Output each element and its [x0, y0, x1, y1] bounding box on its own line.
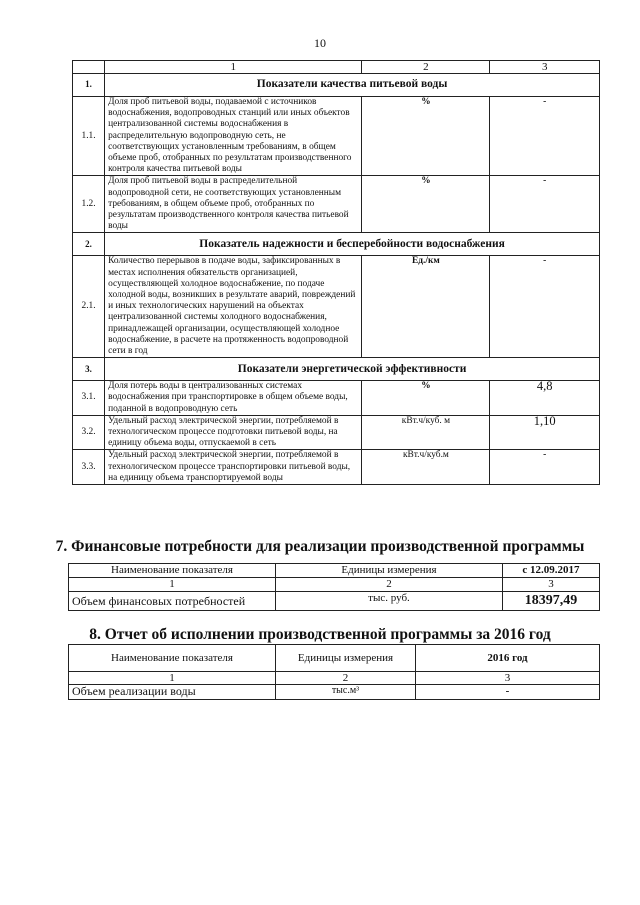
table-row — [73, 97, 600, 176]
row-description: Доля проб питьевой воды, подаваемой с источников водоснабжения, водопроводных станций или иных объектов централизованной системы водоснабжения в распределительную водопроводную сеть, не соответствующих установленным требованиям, в общем объеме проб, отобранных по результатам производственного контроля качества питьевой воды — [105, 97, 362, 176]
section-title: Показатели качества питьевой воды — [105, 74, 600, 97]
table-row — [69, 592, 600, 611]
row-value: - — [490, 97, 600, 176]
row-number: 3.3. — [73, 450, 105, 485]
section-row — [73, 233, 600, 256]
section-row — [73, 358, 600, 381]
row-unit: тыс. руб. — [276, 592, 503, 611]
financial-needs-table — [68, 563, 600, 611]
row-value: 1,10 — [490, 415, 600, 450]
row-value: 4,8 — [490, 381, 600, 416]
row-description: Доля проб питьевой воды в распределительной водопроводной сети, не соответствующих установленным требованиям, в общем объеме проб, отобранных по результатам производственного контроля качества питьевой воды — [105, 176, 362, 233]
row-unit: кВт.ч/куб.м — [362, 450, 490, 485]
table-row — [73, 176, 600, 233]
row-unit: % — [362, 97, 490, 176]
row-number: 3.1. — [73, 381, 105, 416]
section-number: 3. — [73, 358, 105, 381]
header-cell: 3 — [490, 61, 600, 74]
row-number: 1.2. — [73, 176, 105, 233]
header-cell: с 12.09.2017 — [503, 564, 600, 578]
table-row — [73, 415, 600, 450]
row-description: Количество перерывов в подаче воды, зафиксированных в местах исполнения обязательств организацией, осуществляющей холодное водоснабжение, по подаче холодной воды, возникших в результате аварий, повреждений и иных технологических нарушений на объектах централизованной системы холодного водоснабжения, принадлежащей организации, осуществляющей холодное водоснабжение, в расчете на протяженность водопроводной сети в год — [105, 256, 362, 358]
section-row — [73, 74, 600, 97]
header-cell: 2016 год — [416, 645, 600, 672]
col-number: 1 — [69, 578, 276, 592]
indicators-table — [72, 60, 600, 485]
header-cell: Наименование показателя — [69, 645, 276, 672]
header-cell: Наименование показателя — [69, 564, 276, 578]
row-description: Удельный расход электрической энергии, потребляемой в технологическом процессе подготовки питьевой воды, на единицу объема воды, отпускаемой в сеть — [105, 415, 362, 450]
row-unit: тыс.м³ — [276, 685, 416, 700]
row-number: 2.1. — [73, 256, 105, 358]
row-description: Доля потерь воды в централизованных системах водоснабжения при транспортировке в общем объеме воды, поданной в водопроводную сеть — [105, 381, 362, 416]
col-number: 2 — [276, 672, 416, 685]
col-number: 1 — [69, 672, 276, 685]
page-number: 10 — [314, 36, 326, 50]
row-name: Объем финансовых потребностей — [69, 592, 276, 611]
column-number-row — [69, 672, 600, 685]
table-header-row — [69, 564, 600, 578]
row-description: Удельный расход электрической энергии, потребляемой в технологическом процессе транспортировки питьевой воды, на единицу объема транспортируемой воды — [105, 450, 362, 485]
row-unit: кВт.ч/куб. м — [362, 415, 490, 450]
col-number: 3 — [503, 578, 600, 592]
row-value: - — [490, 256, 600, 358]
column-number-row — [69, 578, 600, 592]
col-number: 2 — [276, 578, 503, 592]
col-number: 3 — [416, 672, 600, 685]
table-row — [69, 685, 600, 700]
section-title: Показатель надежности и бесперебойности водоснабжения — [105, 233, 600, 256]
section-title: Показатели энергетической эффективности — [105, 358, 600, 381]
row-number: 1.1. — [73, 97, 105, 176]
row-unit: Ед./км — [362, 256, 490, 358]
table-header-row — [73, 61, 600, 74]
header-cell — [73, 61, 105, 74]
row-number: 3.2. — [73, 415, 105, 450]
table-header-row — [69, 645, 600, 672]
header-cell: Единицы измерения — [276, 645, 416, 672]
section-number: 2. — [73, 233, 105, 256]
header-cell: Единицы измерения — [276, 564, 503, 578]
row-unit: % — [362, 176, 490, 233]
table-row — [73, 450, 600, 485]
program-report-table — [68, 644, 600, 700]
row-value: - — [416, 685, 600, 700]
header-cell: 1 — [105, 61, 362, 74]
row-value: - — [490, 450, 600, 485]
row-value: 18397,49 — [503, 592, 600, 611]
section-7-heading: 7. Финансовые потребности для реализации производственной программы — [55, 538, 585, 555]
row-name: Объем реализации воды — [69, 685, 276, 700]
table-row — [73, 256, 600, 358]
section-number: 1. — [73, 74, 105, 97]
table-row — [73, 381, 600, 416]
row-unit: % — [362, 381, 490, 416]
section-8-heading: 8. Отчет об исполнении производственной программы за 2016 год — [89, 626, 551, 643]
row-value: - — [490, 176, 600, 233]
header-cell: 2 — [362, 61, 490, 74]
